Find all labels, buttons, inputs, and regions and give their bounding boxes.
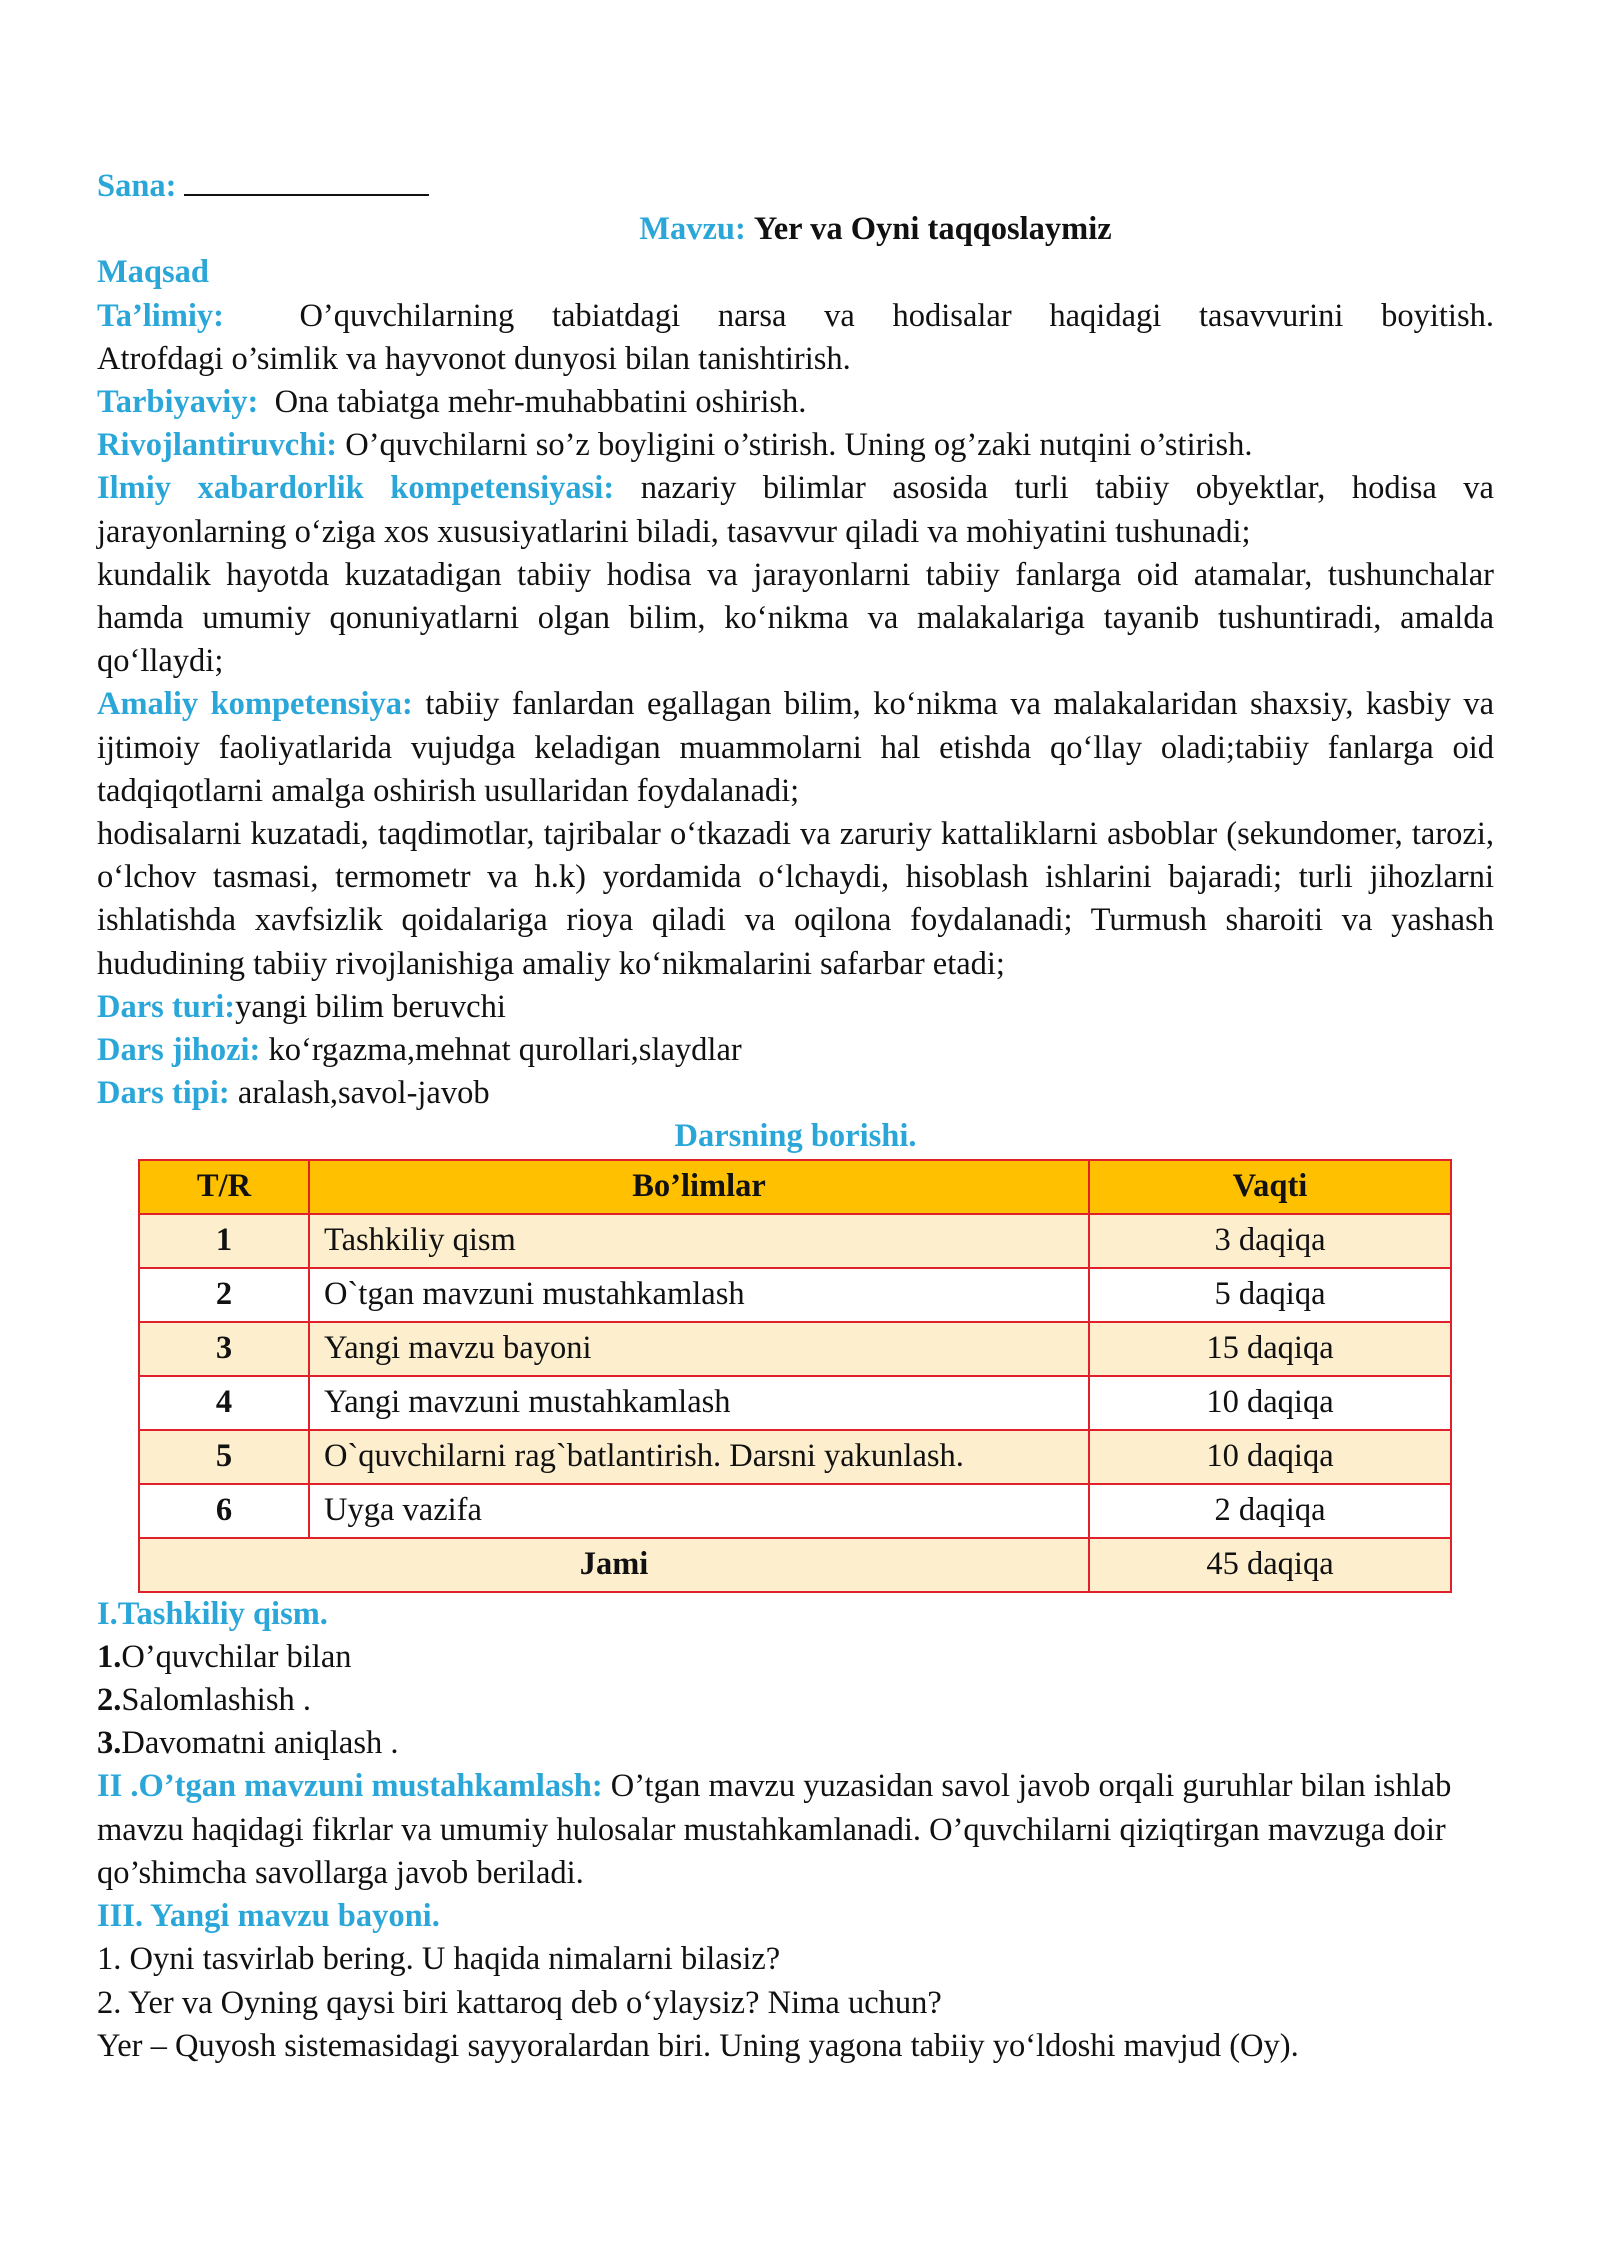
goal-developmental: [97, 424, 1494, 467]
row-number: 3: [139, 1322, 309, 1376]
table-row: [139, 1214, 1451, 1268]
row-time: 3 daqiqa: [1089, 1214, 1451, 1268]
competency-scientific-text2: kundalik hayotda kuzatadigan tabiiy hodisa va jarayonlarni tabiiy fanlarga oid atamalar, tushunchalar hamda umumiy qonuniyatlarni olgan bilim, ko‘nikma va malakalariga tayanib tushuntiradi, amalda qo‘llaydi;: [97, 556, 1494, 680]
list-item-text: Salomlashish .: [121, 1682, 311, 1719]
header-time: Vaqti: [1089, 1160, 1451, 1214]
row-time: 10 daqiqa: [1089, 1430, 1451, 1484]
table-row: [139, 1268, 1451, 1322]
list-item-text: O’quvchilar bilan: [121, 1638, 352, 1675]
lesson-plan-page: [97, 164, 1494, 2068]
goal-developmental-text: O’quvchilarni so’z boyligini o’stirish. Uning og’zaki nutqini o’stirish.: [345, 427, 1253, 464]
plan-title: Darsning borishi.: [674, 1118, 917, 1155]
total-time: 45 daqiqa: [1089, 1538, 1451, 1592]
date-label: Sana:: [97, 168, 177, 204]
list-item-number: 3.: [97, 1725, 122, 1762]
row-number: 2: [139, 1268, 309, 1322]
part3-heading: III. Yangi mavzu bayoni.: [97, 1898, 440, 1935]
goals-heading: Maqsad: [97, 254, 209, 291]
part2-text: O’tgan mavzu yuzasidan savol javob orqali guruhlar bilan ishlab mavzu haqidagi fikrlar va umumiy hulosalar mustahkamlanadi. O’quvchilarni qiziqtirgan mavzuga doir qo’shimcha savollarga javob beriladi.: [97, 1768, 1452, 1891]
date-line: [97, 164, 1494, 208]
lesson-equipment: [97, 1029, 1494, 1072]
competency-practical-text: tabiiy fanlardan egallagan bilim, ko‘nikma va malakalaridan shaxsiy, kasbiy va ijtimoiy faoliyatlarida vujudga keladigan muammolarni hal etishda qo‘llay oladi;tabiiy fanlarga oid tadqiqotlarni amalga oshirish usullaridan foydalanadi;: [97, 686, 1495, 809]
row-number: 5: [139, 1430, 309, 1484]
header-number: T/R: [139, 1160, 309, 1214]
header-section: Bo’limlar: [309, 1160, 1089, 1214]
question-1: 1. Oyni tasvirlab bering. U haqida nimalarni bilasiz?: [97, 1941, 781, 1978]
topic-title: Yer va Oyni taqqoslaymiz: [753, 211, 1112, 248]
goal-educational-label: Ta’limiy:: [97, 297, 225, 334]
goal-educational: [97, 295, 1494, 338]
date-blank: [184, 164, 429, 196]
competency-scientific-text: nazariy bilimlar asosida turli tabiiy obyektlar, hodisa va jarayonlarning o‘ziga xos xususiyatlarini biladi, tasavvur qiladi va mohiyatini tushunadi;: [97, 470, 1494, 550]
goal-upbringing: [97, 381, 1494, 424]
lesson-equipment-text: ko‘rgazma,mehnat qurollari,slaydlar: [268, 1032, 742, 1069]
row-time: 15 daqiqa: [1089, 1322, 1451, 1376]
table-row: [139, 1484, 1451, 1538]
lesson-kind: [97, 1072, 1494, 1115]
list-item: [97, 1636, 1494, 1679]
goal-developmental-label: Rivojlantiruvchi:: [97, 427, 338, 464]
row-section: Yangi mavzu bayoni: [309, 1322, 1089, 1376]
row-time: 5 daqiqa: [1089, 1268, 1451, 1322]
row-number: 6: [139, 1484, 309, 1538]
competency-practical-text2: hodisalarni kuzatadi, taqdimotlar, tajribalar o‘tkazadi va zaruriy kattaliklarni asboblar (sekundomer, tarozi, o‘lchov tasmasi, termometr va h.k) yordamida o‘lchaydi, hisoblash ishlarini bajaradi; turli jihozlarni ishlatishda xavfsizlik qoidalariga rioya qiladi va oqilona foydalanadi; Turmush sharoiti va yashash hududining tabiiy rivojlanishiga amaliy ko‘nikmalarini safarbar etadi;: [97, 816, 1494, 982]
goal-upbringing-label: Tarbiyaviy:: [97, 384, 259, 421]
table-row: [139, 1376, 1451, 1430]
table-row: [139, 1322, 1451, 1376]
list-item: [97, 1722, 1494, 1765]
lesson-equipment-label: Dars jihozi:: [97, 1032, 261, 1069]
lesson-type-text: yangi bilim beruvchi: [235, 988, 506, 1025]
lesson-kind-label: Dars tipi:: [97, 1075, 230, 1112]
row-number: 4: [139, 1376, 309, 1430]
row-section: Uyga vazifa: [309, 1484, 1089, 1538]
competency-scientific: [97, 467, 1494, 553]
topic-line: [97, 208, 1494, 251]
table-total-row: [139, 1538, 1451, 1592]
row-number: 1: [139, 1214, 309, 1268]
table-row: [139, 1430, 1451, 1484]
part1-heading: I.Tashkiliy qism.: [97, 1595, 328, 1632]
topic-label: Mavzu:: [639, 211, 746, 248]
goal-upbringing-text: Ona tabiatga mehr-muhabbatini oshirish.: [274, 384, 807, 421]
total-label: Jami: [139, 1538, 1089, 1592]
row-section: O`tgan mavzuni mustahkamlash: [309, 1268, 1089, 1322]
list-item-number: 2.: [97, 1682, 122, 1719]
row-section: O`quvchilarni rag`batlantirish. Darsni yakunlash.: [309, 1430, 1089, 1484]
competency-practical: [97, 683, 1494, 813]
earth-fact: Yer – Quyosh sistemasidagi sayyoralardan biri. Uning yagona tabiiy yo‘ldoshi mavjud (Oy).: [97, 2027, 1299, 2064]
row-section: Tashkiliy qism: [309, 1214, 1089, 1268]
table-header-row: [139, 1160, 1451, 1214]
lesson-type-label: Dars turi:: [97, 988, 236, 1025]
goal-educational-line2: Atrofdagi o’simlik va hayvonot dunyosi bilan tanishtirish.: [97, 340, 851, 377]
lesson-type: [97, 986, 1494, 1029]
row-time: 10 daqiqa: [1089, 1376, 1451, 1430]
lesson-kind-text: aralash,savol-javob: [237, 1075, 490, 1112]
list-item-number: 1.: [97, 1638, 122, 1675]
lesson-plan-table: [138, 1159, 1452, 1593]
part2-paragraph: [97, 1765, 1494, 1895]
competency-scientific-label: Ilmiy xabardorlik kompetensiyasi:: [97, 470, 615, 507]
row-time: 2 daqiqa: [1089, 1484, 1451, 1538]
goal-educational-text: O’quvchilarning tabiatdagi narsa va hodisalar haqidagi tasavvurini boyitish.: [299, 297, 1494, 334]
list-item: [97, 1679, 1494, 1722]
row-section: Yangi mavzuni mustahkamlash: [309, 1376, 1089, 1430]
part2-label: II .O’tgan mavzuni mustahkamlash:: [97, 1768, 603, 1805]
question-2: 2. Yer va Oyning qaysi biri kattaroq deb o‘ylaysiz? Nima uchun?: [97, 1984, 942, 2021]
competency-practical-label: Amaliy kompetensiya:: [97, 686, 413, 723]
list-item-text: Davomatni aniqlash .: [121, 1725, 399, 1762]
